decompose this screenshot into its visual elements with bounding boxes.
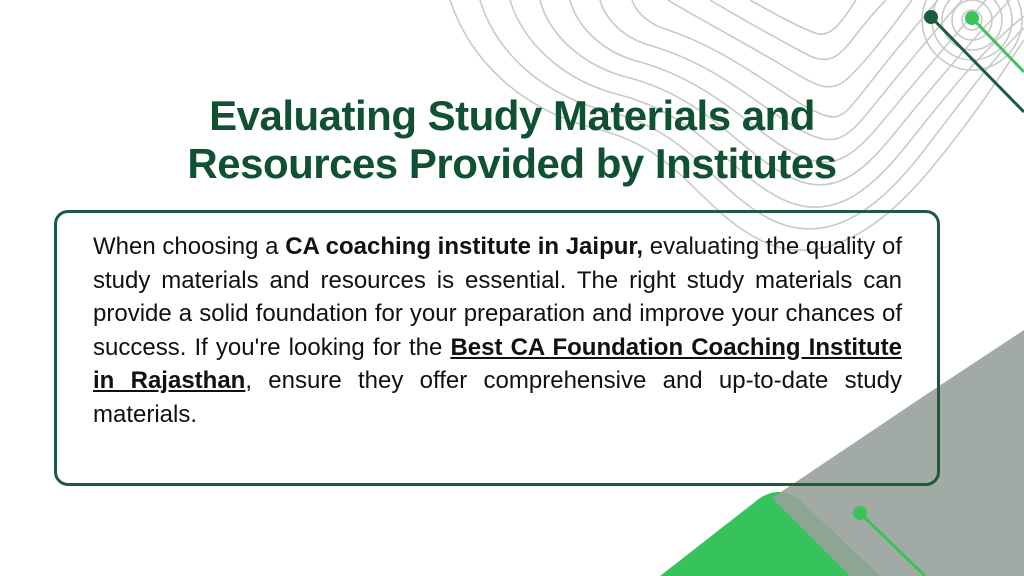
dark-pin-dot [924, 10, 938, 24]
bold-keyword: CA coaching institute in Jaipur, [285, 233, 644, 260]
paragraph-middle: evaluating the quality of study materials and resources is essential. The right study materials can provide a solid foundation for your preparation and improve your chances of success. If you're looking for the [93, 233, 903, 361]
page-title [0, 92, 1024, 188]
institute-link[interactable]: Best CA Foundation Coaching Institute in Rajasthan [93, 333, 903, 394]
paragraph-end: , ensure they offer comprehensive and up-to-date study materials. [93, 367, 903, 428]
bottom-pin-dot [853, 506, 867, 520]
body-paragraph [93, 230, 902, 431]
paragraph-intro: When choosing a [93, 233, 286, 260]
green-pin-dot [965, 11, 979, 25]
title-line-1: Evaluating Study Materials and [209, 92, 815, 139]
title-line-2: Resources Provided by Institutes [187, 140, 837, 187]
